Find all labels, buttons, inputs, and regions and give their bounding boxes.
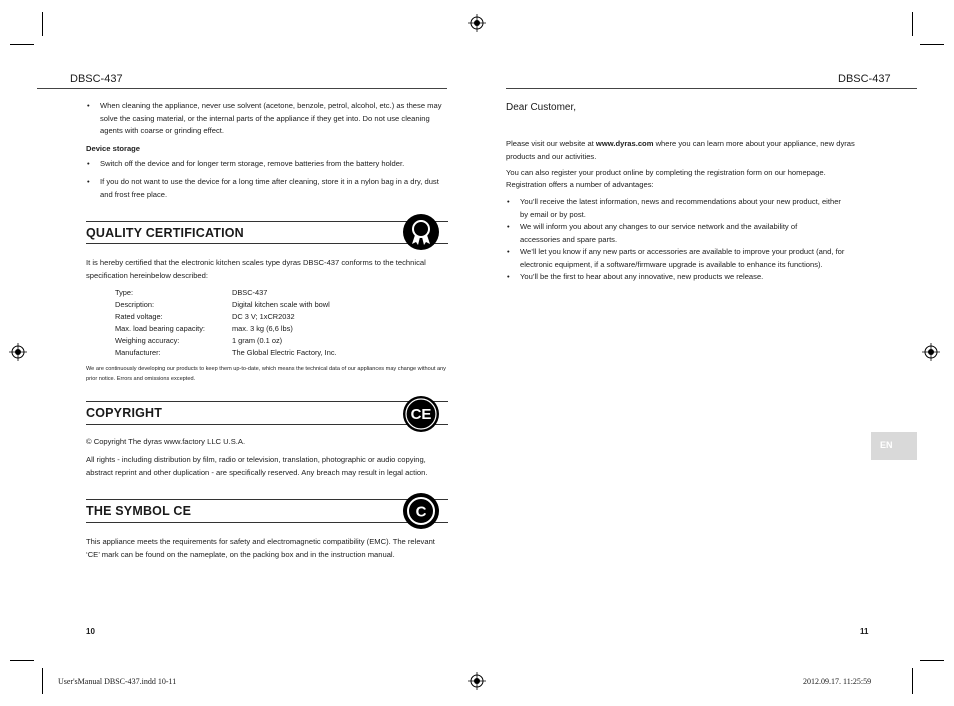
spec-value: DC 3 V; 1xCR2032 — [232, 312, 295, 321]
cleaning-bullet: When cleaning the appliance, never use solvent (acetone, benzole, petrol, alcohol, etc.) as these may solve the casing material, or the internal parts of the appliance if they get into. Do not use cleaning agents with coarse or grinding effect. — [100, 101, 442, 135]
crop-mark — [42, 668, 43, 694]
quality-note: We are continuously developing our products to keep them up-to-date, which means the technical data of our appliances may change without any prior notice. Errors and omissions excepted. — [86, 366, 446, 382]
section-rule — [86, 499, 448, 500]
registration-mark-icon — [9, 343, 27, 361]
registration-mark-icon — [922, 343, 940, 361]
bullet-marker: • — [507, 197, 510, 206]
crop-mark — [10, 44, 34, 45]
crop-mark — [42, 12, 43, 36]
spec-value: 1 gram (0.1 oz) — [232, 336, 283, 345]
rosette-award-icon — [403, 214, 439, 250]
advantage-item: You’ll receive the latest information, news and recommendations about your new product, either by email or by post. — [520, 197, 841, 219]
spec-key: Weighing accuracy: — [115, 336, 180, 345]
section-rule — [86, 221, 448, 222]
left-header-rule — [37, 88, 447, 89]
copyright-line1: © Copyright The dyras www.factory LLC U.S.A. — [86, 437, 246, 446]
register-line-2: Registration offers a number of advantages: — [506, 180, 654, 189]
svg-text:CE: CE — [410, 406, 432, 423]
crop-mark — [920, 660, 944, 661]
left-page-number: 10 — [86, 627, 95, 636]
storage-heading: Device storage — [86, 144, 141, 153]
spec-key: Description: — [115, 300, 155, 309]
right-page-number: 11 — [860, 627, 869, 636]
visit-website-text — [506, 138, 872, 163]
footer-timestamp: 2012.09.17. 11:25:59 — [803, 677, 872, 686]
bullet-marker: • — [87, 101, 90, 110]
symbol-ce-title: THE SYMBOL CE — [86, 504, 192, 518]
right-header-rule — [506, 88, 917, 89]
crop-mark — [10, 660, 34, 661]
spec-value: max. 3 kg (6,6 lbs) — [232, 324, 293, 333]
advantage-item: We will inform you about any changes to our service network and the availability of accessories and spare parts. — [520, 222, 798, 244]
advantage-item: You’ll be the first to hear about any innovative, new products we release. — [520, 272, 764, 281]
left-header: DBSC-437 — [70, 73, 123, 85]
visit-post: where you can learn more about your appliance, new dyras products and our activities. — [506, 139, 855, 161]
website-link[interactable]: www.dyras.com — [595, 139, 654, 148]
symbol-ce-text: This appliance meets the requirements for safety and electromagnetic compatibility (EMC). The relevant ‘CE’ mark can be found on the nameplate, on the packing box and in the instruction manual. — [86, 537, 435, 559]
registration-mark-icon — [468, 672, 486, 690]
language-tab[interactable] — [871, 432, 917, 460]
crop-mark — [912, 668, 913, 694]
spec-value: The Global Electric Factory, Inc. — [232, 348, 337, 357]
copyright-icon — [403, 493, 439, 529]
advantage-item: We’ll let you know if any new parts or accessories are available to improve your product (and, for electronic equipment, if a software/firmware upgrade is available to enhance its functions). — [520, 247, 845, 269]
ce-mark-icon — [403, 396, 439, 432]
register-line-1: You can also register your product online by completing the registration form on our homepage. — [506, 168, 826, 177]
svg-text:C: C — [415, 503, 427, 521]
quality-title: QUALITY CERTIFICATION — [86, 226, 244, 240]
crop-mark — [920, 44, 944, 45]
spec-value: DBSC-437 — [232, 288, 268, 297]
bullet-marker: • — [507, 222, 510, 231]
spec-key: Max. load bearing capacity: — [115, 324, 205, 333]
storage-bullet: If you do not want to use the device for a long time after cleaning, store it in a nylon bag in a dry, dust and frost free place. — [100, 177, 439, 199]
bullet-marker: • — [507, 247, 510, 256]
greeting: Dear Customer, — [506, 102, 577, 113]
bullet-marker: • — [87, 177, 90, 186]
spec-value: Digital kitchen scale with bowl — [232, 300, 330, 309]
visit-pre: Please visit our website at — [506, 139, 596, 148]
spec-key: Rated voltage: — [115, 312, 163, 321]
registration-mark-icon — [468, 14, 486, 32]
section-rule — [86, 401, 448, 402]
section-rule — [86, 424, 448, 425]
language-tab-label: EN — [880, 440, 893, 450]
quality-intro: It is hereby certified that the electronic kitchen scales type dyras DBSC-437 conforms to the technical specification hereinbelow described: — [86, 258, 426, 280]
storage-bullet: Switch off the device and for longer term storage, remove batteries from the battery holder. — [100, 159, 405, 168]
copyright-line2: All rights - including distribution by film, radio or television, translation, photographic or audio copying, abstract reprint and other duplication - are specifically reserved. Any breach may result in legal action. — [86, 455, 428, 477]
copyright-title: COPYRIGHT — [86, 406, 163, 420]
section-rule — [86, 522, 448, 523]
section-rule — [86, 243, 448, 244]
bullet-marker: • — [507, 272, 510, 281]
bullet-marker: • — [87, 159, 90, 168]
footer-file: User'sManual DBSC-437.indd 10-11 — [58, 677, 177, 686]
crop-mark — [912, 12, 913, 36]
spec-key: Type: — [115, 288, 134, 297]
right-header: DBSC-437 — [838, 73, 891, 85]
spec-key: Manufacturer: — [115, 348, 161, 357]
